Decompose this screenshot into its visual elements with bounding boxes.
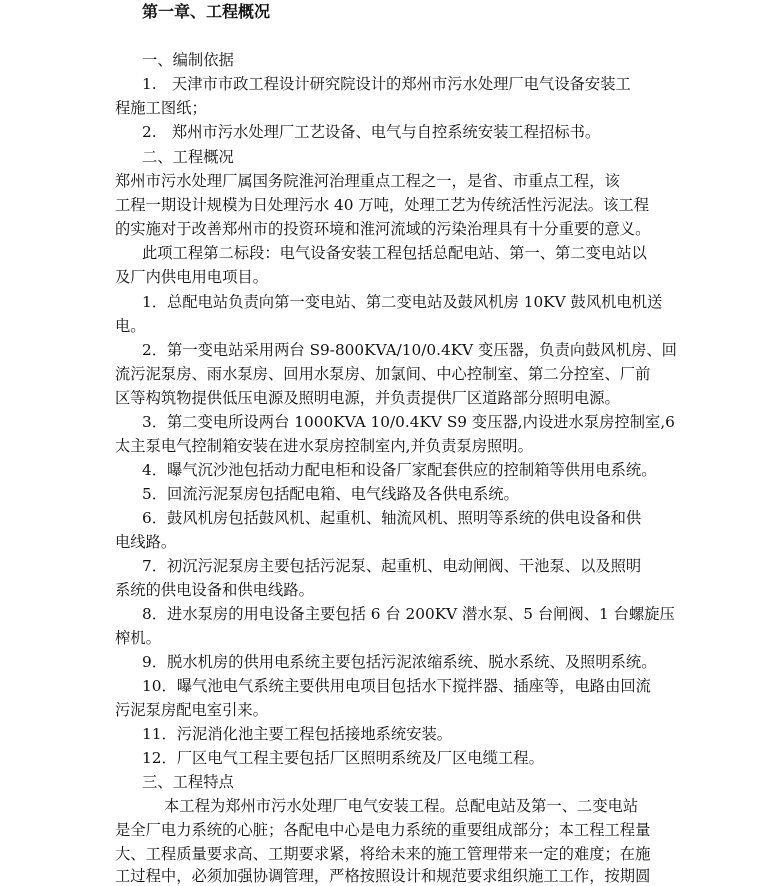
section-heading-basis: 一、编制依据 (142, 51, 234, 69)
list-item: 4．曝气沉沙池包括动力配电柜和设备厂家配套供应的控制箱等供用电系统。 (142, 461, 657, 479)
paragraph-line: 工过程中，必须加强协调管理，严格按照设计和规范要求组织施工工作，按期圆 (115, 867, 651, 885)
list-item-continuation: 榨机。 (115, 629, 161, 647)
list-item: 6．鼓风机房包括鼓风机、起重机、轴流风机、照明等系统的供电设备和供 (142, 509, 642, 527)
list-item-continuation: 污泥泵房配电室引来。 (115, 701, 268, 719)
paragraph-line: 是全厂电力系统的心脏；各配电中心是电力系统的重要组成部分；本工程工程量 (115, 821, 651, 839)
list-item: 9．脱水机房的供用电系统主要包括污泥浓缩系统、脱水系统、及照明系统。 (142, 653, 657, 671)
list-item: 2．第一变电站采用两台 S9-800KVA/10/0.4KV 变压器，负责向鼓风机房、回 (142, 341, 677, 359)
paragraph-line: 大、工程质量要求高、工期要求紧，将给未来的施工管理带来一定的难度；在施 (115, 845, 651, 863)
list-item-continuation: 系统的供电设备和供电线路。 (115, 581, 314, 599)
list-item-continuation: 区等构筑物提供低压电源及照明电源，并负责提供厂区道路部分照明电源。 (115, 389, 620, 407)
list-item: 10．曝气池电气系统主要供用电项目包括水下搅拌器、插座等，电路由回流 (142, 677, 651, 695)
section-heading-features: 三、工程特点 (142, 773, 234, 791)
list-item: 11．污泥消化池主要工程包括接地系统安装。 (142, 725, 453, 743)
paragraph-line: 此项工程第二标段：电气设备安装工程包括总配电站、第一、第二变电站以 (142, 244, 647, 262)
list-item-continuation: 太主泵电气控制箱安装在进水泵房控制室内,并负责泵房照明。 (115, 437, 533, 455)
list-item: 3．第二变电所设两台 1000KVA 10/0.4KV S9 变压器,内设进水泵房控制室,6 (142, 413, 675, 431)
list-item-continuation: 程施工图纸； (115, 99, 207, 117)
list-item-continuation: 流污泥泵房、雨水泵房、回用水泵房、加氯间、中心控制室、第二分控室、厂前 (115, 365, 651, 383)
list-item: 5．回流污泥泵房包括配电箱、电气线路及各供电系统。 (142, 485, 519, 503)
list-item: 1. 天津市市政工程设计研究院设计的郑州市污水处理厂电气设备安装工 (142, 75, 631, 93)
list-item: 2. 郑州市污水处理厂工艺设备、电气与自控系统安装工程招标书。 (142, 123, 601, 141)
list-item: 12．厂区电气工程主要包括厂区照明系统及厂区电缆工程。 (142, 749, 544, 767)
chapter-title: 第一章、工程概况 (142, 2, 271, 21)
paragraph-line: 的实施对于改善郑州市的投资环境和淮河流域的污染治理具有十分重要的意义。 (115, 220, 651, 238)
list-item-continuation: 电线路。 (115, 533, 177, 551)
section-heading-overview: 二、工程概况 (142, 148, 234, 166)
paragraph-line: 工程一期设计规模为日处理污水 40 万吨，处理工艺为传统活性污泥法。该工程 (115, 196, 649, 214)
paragraph-line: 本工程为郑州市污水处理厂电气安装工程。总配电站及第一、二变电站 (164, 797, 639, 815)
paragraph-line: 郑州市污水处理厂属国务院淮河治理重点工程之一，是省、市重点工程，该 (115, 172, 620, 190)
paragraph-line: 及厂内供电用电项目。 (115, 268, 268, 286)
list-item: 7．初沉污泥泵房主要包括污泥泵、起重机、电动闸阀、干池泵、以及照明 (142, 557, 642, 575)
list-item: 8．进水泵房的用电设备主要包括 6 台 200KV 潜水泵、5 台闸阀、1 台螺旋压 (142, 605, 675, 623)
list-item: 1．总配电站负责向第一变电站、第二变电站及鼓风机房 10KV 鼓风机电机送 (142, 293, 663, 311)
list-item-continuation: 电。 (115, 317, 146, 335)
